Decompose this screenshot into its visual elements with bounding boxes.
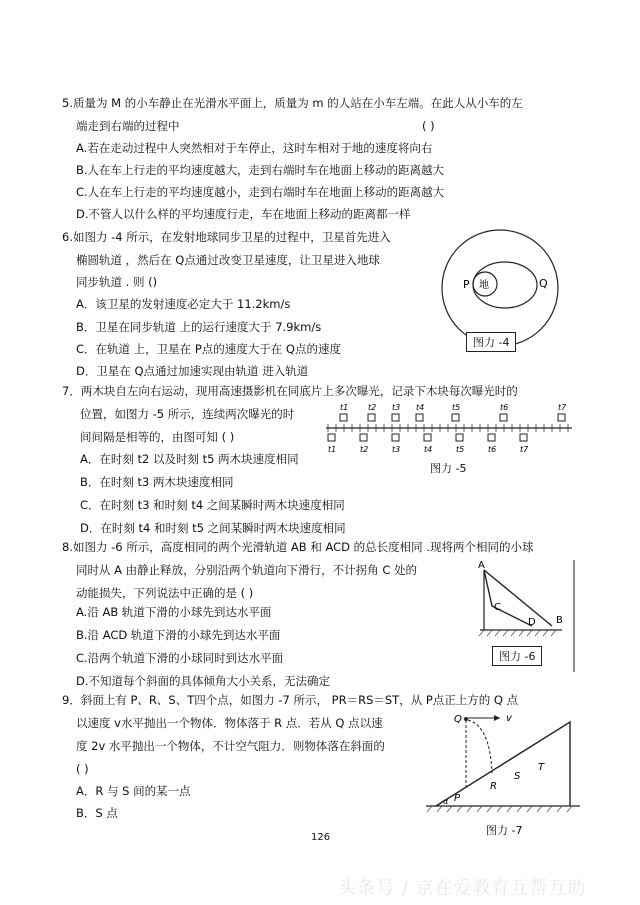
q5-option-a: A.若在走动过程中人突然相对于车停止，这时车相对于地的速度将向右 <box>76 141 433 155</box>
upper-time-label: t3 <box>392 403 401 412</box>
q5-option-b: B.人在车上行走的平均速度越大，走到右端时车在地面上移动的距离越大 <box>76 163 445 177</box>
q9-stem-line4: ( ) <box>76 762 89 776</box>
lower-time-label: t7 <box>520 445 529 454</box>
upper-block <box>368 414 375 421</box>
figure-4-caption: 图力 -4 <box>466 332 516 352</box>
q9-stem-line3: 度 2v 水平抛出一个物体，不计空气阻力．则物体落在斜面的 <box>76 739 385 753</box>
q6-option-a: A．该卫星的发射速度必定大于 11.2km/s <box>76 297 291 311</box>
lower-block <box>424 434 431 441</box>
q9-option-b: B．S 点 <box>76 806 118 820</box>
q5-option-c: C.人在车上行走的平均速度越小，走到右端时车在地面上移动的距离越大 <box>76 185 445 199</box>
lower-block <box>488 434 495 441</box>
lower-block <box>392 434 399 441</box>
q8-stem-line3: 动能损失，下列说法中正确的是 ( ) <box>76 586 254 600</box>
upper-time-label: t1 <box>340 403 349 412</box>
upper-block <box>558 414 565 421</box>
lower-time-label: t5 <box>456 445 465 454</box>
q7-stem-line2: 位置，如图力 -5 所示，连续两次曝光的时 <box>80 407 295 421</box>
q8-stem-line2: 同时从 A 由静止释放，分别沿两个轨道向下滑行，不计拐角 C 处的 <box>76 563 418 577</box>
lower-block <box>456 434 463 441</box>
lower-block <box>360 434 367 441</box>
upper-time-label: t7 <box>558 403 567 412</box>
q5-stem-line2: 端走到右端的过程中 <box>76 119 180 133</box>
upper-block <box>416 414 423 421</box>
figure-5-exposures <box>322 400 578 460</box>
upper-block <box>340 414 347 421</box>
upper-time-label: t2 <box>368 403 377 412</box>
ground-hatch <box>427 806 572 812</box>
figure-7-caption: 图力 -7 <box>486 824 523 837</box>
track-acd <box>484 570 532 626</box>
lower-block <box>520 434 527 441</box>
lower-time-label: t3 <box>392 445 401 454</box>
lower-time-label: t1 <box>328 445 337 454</box>
q9-option-a: A．R 与 S 间的某一点 <box>76 784 191 798</box>
point-b-label: B <box>556 615 563 626</box>
q7-option-b: B．在时刻 t3 两木块速度相同 <box>80 475 234 489</box>
p-label: P <box>454 793 461 804</box>
q5-stem-line1: 5.质量为 M 的小车静止在光滑水平面上，质量为 m 的人站在小车左端。在此人从小车的左 <box>62 96 523 110</box>
q6-option-d: D．卫星在 Q点通过加速实现由轨道 进入轨道 <box>76 364 309 378</box>
point-a-label: A <box>478 560 485 571</box>
figure-7-incline <box>420 706 590 818</box>
figure-5-caption: 图力 -5 <box>430 462 467 475</box>
point-q-label: Q <box>539 277 548 290</box>
upper-block <box>452 414 459 421</box>
lower-time-label: t6 <box>488 445 497 454</box>
q8-stem-line1: 8.如图力 -6 所示，高度相同的两个光滑轨道 AB 和 ACD 的总长度相同 .现将两个相同的小球 <box>62 540 534 554</box>
q6-stem-line2: 椭圆轨道 ，然后在 Q点通过改变卫星速度，让卫星进入地球 <box>76 253 380 267</box>
q9-stem-line2: 以速度 v水平抛出一个物体．物体落于 R 点．若从 Q 点以速 <box>76 716 383 730</box>
alpha-label: α <box>443 797 449 806</box>
q7-option-c: C．在时刻 t3 和时刻 t4 之间某瞬时两木块速度相同 <box>80 498 345 512</box>
figure-6-caption: 图力 -6 <box>492 646 542 666</box>
earth-label: 地 <box>479 280 489 291</box>
page-number: 126 <box>311 832 331 843</box>
lower-block <box>328 434 335 441</box>
q7-option-d: D．在时刻 t4 和时刻 t5 之间某瞬时两木块速度相同 <box>80 521 346 535</box>
t-label: T <box>538 762 545 773</box>
point-p-label: P <box>463 278 470 291</box>
s-label: S <box>514 771 521 782</box>
point-c-label: C <box>494 602 501 613</box>
q6-option-c: C．在轨道 上，卫星在 P点的速度大于在 Q点的速度 <box>76 342 341 356</box>
trajectory <box>468 720 492 773</box>
upper-time-label: t5 <box>452 403 461 412</box>
r-label: R <box>490 781 497 792</box>
watermark: 头条号 / 京在爱教育互帮互助 <box>338 878 587 899</box>
q8-option-c: C.沿两个轨道下滑的小球同时到达水平面 <box>76 651 284 665</box>
q6-option-b: B．卫星在同步轨道 上的运行速度大于 7.9km/s <box>76 320 322 334</box>
q6-stem-line3: 同步轨道 . 则 () <box>76 275 158 289</box>
q8-option-a: A.沿 AB 轨道下滑的小球先到达水平面 <box>76 605 272 619</box>
ground-hatch <box>479 630 556 636</box>
upper-time-label: t6 <box>500 403 509 412</box>
q5-option-d: D.不管人以什么样的平均速度行走，车在地面上移动的距离都一样 <box>76 207 411 221</box>
lower-time-label: t4 <box>424 445 433 454</box>
point-d-label: D <box>528 617 536 628</box>
upper-time-label: t4 <box>416 403 425 412</box>
v-label: v <box>506 713 512 724</box>
q7-stem-line3: 间间隔是相等的，由图可知 ( ) <box>80 430 235 444</box>
q8-option-d: D.不知道每个斜面的具体倾角大小关系，无法确定 <box>76 674 331 688</box>
q9-stem-line1: 9．斜面上有 P、R、S、T四个点，如图力 -7 所示， PR＝RS＝ST，从 P点正上方的 Q 点 <box>62 693 519 707</box>
q8-option-b: B.沿 ACD 轨道下滑的小球先到达水平面 <box>76 628 281 642</box>
q7-option-a: A．在时刻 t2 以及时刻 t5 两木块速度相同 <box>80 452 299 466</box>
arrow-head <box>494 715 500 721</box>
track-ab <box>484 570 552 626</box>
q6-stem-line1: 6.如图力 -4 所示，在发射地球同步卫星的过程中，卫星首先进入 <box>62 230 391 244</box>
upper-block <box>392 414 399 421</box>
lower-time-label: t2 <box>360 445 369 454</box>
q7-stem-line1: 7．两木块自左向右运动，现用高速摄影机在同底片上多次曝光，记录下木块每次曝光时的 <box>62 384 518 398</box>
upper-block <box>500 414 507 421</box>
q5-answer-blank: ( ) <box>422 119 435 133</box>
point-q <box>464 717 468 721</box>
q-label: Q <box>454 714 462 725</box>
